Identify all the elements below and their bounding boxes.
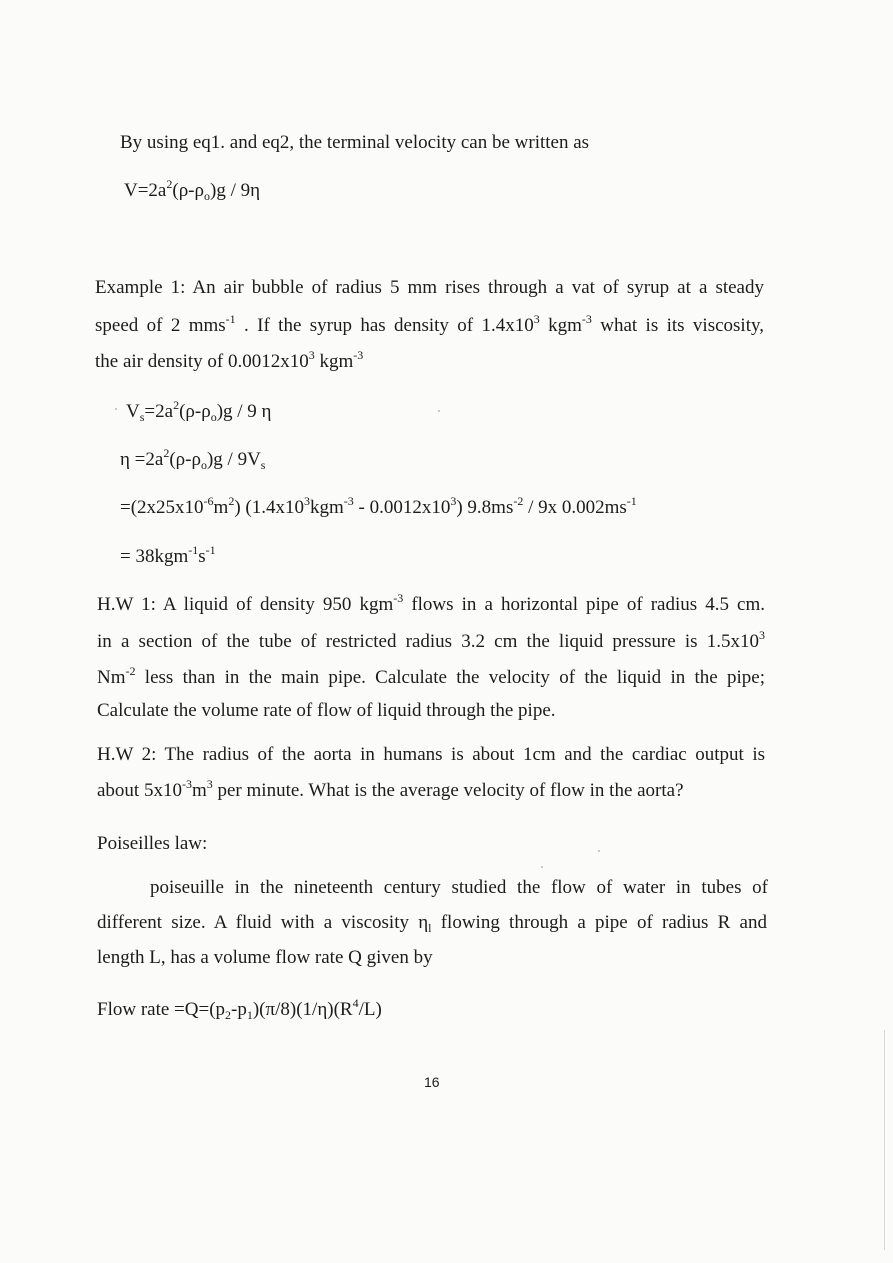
hw1-line4: Calculate the volume rate of flow of liquid through the pipe. — [97, 700, 556, 721]
terminal-velocity-formula: $V=2a^2(\rho-\rho_o)g / 9\eta$ — [124, 177, 261, 203]
poiseuille-para-line3: length L, has a volume flow rate Q given by — [97, 947, 433, 968]
hw1-line1: H.W 1: A liquid of density 950 kgm$^{-3}$ flows in a horizontal pipe of radius 4.5 cm. — [97, 591, 765, 615]
example1-line2: speed of 2 mms$^{-1}$ . If the syrup has density of $1.4x10^3$ kgm$^{-3}$ what is its viscosity, — [95, 312, 764, 336]
scan-speck — [438, 410, 440, 412]
page-number: 16 — [424, 1074, 440, 1090]
hw1-line2: in a section of the tube of restricted radius 3.2 cm the liquid pressure is $1.5x10^3$ — [97, 628, 765, 652]
poiseuille-para-line2: different size. A fluid with a viscosity $\eta_l$ flowing through a pipe of radius R and — [97, 912, 767, 935]
example1-line3: the air density of $0.0012x10^3$ kgm$^{-3}$ — [95, 348, 364, 372]
solution-step1: $V_s=2a^2(\rho-\rho_o)g / 9$ η — [126, 398, 272, 424]
hw2-line2: about $5x10^{-3}m^3$ per minute. What is the average velocity of flow in the aorta? — [97, 777, 684, 801]
poiseuille-para-line1: poiseuille in the nineteenth century studied the flow of water in tubes of — [150, 877, 768, 898]
hw1-line3: $Nm^{-2}$ less than in the main pipe. Calculate the velocity of the liquid in the pipe; — [97, 664, 765, 688]
hw2-line1: H.W 2: The radius of the aorta in humans is about 1cm and the cardiac output is — [97, 744, 765, 765]
scan-speck — [541, 866, 543, 868]
intro-line: By using eq1. and eq2, the terminal velocity can be written as — [120, 132, 590, 153]
flow-rate-formula: Flow rate $=Q=(p_2-p_1)(\pi/8)(1/\eta)(R^4/L)$ — [97, 996, 382, 1022]
example1-line1: Example 1: An air bubble of radius 5 mm rises through a vat of syrup at a steady — [95, 277, 764, 298]
scan-edge-shadow — [884, 1030, 885, 1250]
scan-speck — [115, 408, 117, 410]
poiseuille-heading: Poiseilles law: — [97, 833, 208, 854]
solution-step2: $\eta =2a^2(\rho-\rho_o)g / 9V_s$ — [120, 446, 266, 472]
scan-speck — [598, 850, 600, 852]
solution-step3: $=(2x25x10^{-6}m^2)$ $(1.4x10^3kgm^{-3} - 0.0012x10^3)$ $9.8ms^{-2} / 9x$ $0.002ms^{-1}$ — [120, 494, 637, 518]
solution-result: = $38kgm^{-1}s^{-1}$ — [120, 543, 216, 567]
